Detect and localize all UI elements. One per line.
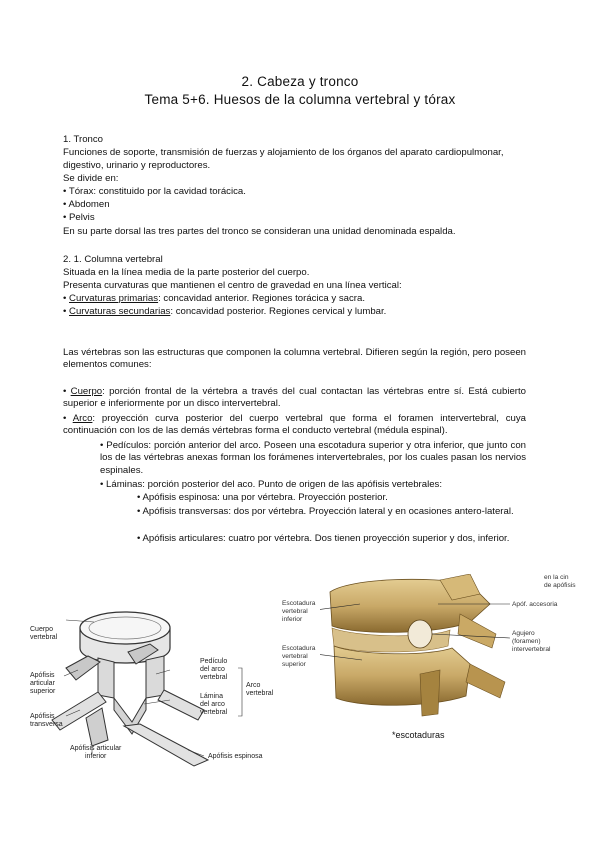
label-escotadura-inferior: [282, 600, 315, 624]
label-text: en la cin de apófisis: [544, 574, 576, 589]
pedicle-right: [146, 656, 164, 698]
text-line: En su parte dorsal las tres partes del tronco se consideran una unidad denominada espalda.: [63, 226, 456, 237]
label-text: Lámina del arco vertebral: [200, 693, 228, 716]
figure-caption: *escotaduras: [392, 730, 445, 740]
list-item: • Abdomen: [63, 199, 110, 210]
label-text: Apófisis articular inferior: [70, 745, 122, 760]
term: Curvaturas secundarias: [69, 306, 171, 317]
label-text: Arco vertebral: [246, 682, 274, 697]
paragraph-pediculos: • Pedículos: porción anterior del arco. Poseen una escotadura superior y otra inferior, que junto con los de las vértebras anexas forman los forámenes intervertebrales, por los cuales pasan los nervios espinales.: [100, 440, 526, 476]
list-item: [63, 306, 386, 318]
label-text: Escotadura vertebral inferior: [282, 600, 316, 623]
definition: : concavidad posterior. Regiones cervical y lumbar.: [170, 306, 387, 317]
term: Curvaturas primarias: [69, 293, 159, 304]
bullet: •: [63, 293, 70, 304]
inferior-articular-process: [86, 708, 108, 746]
document-subtitle: Tema 5+6. Huesos de la columna vertebral y tórax: [144, 92, 456, 107]
text-line: digestivo, urinario y reproductores.: [63, 160, 211, 171]
list-item: • Pelvis: [63, 212, 95, 223]
label-escotadura-superior: [282, 645, 315, 669]
label-apofisis-accesoria: Apóf. accesoria: [512, 601, 558, 608]
bullet: •: [63, 413, 73, 424]
text-line: Presenta curvaturas que mantienen el centro de gravedad en una línea vertical:: [63, 280, 402, 291]
text-line: Situada en la línea media de la parte posterior del cuerpo.: [63, 267, 310, 278]
paragraph-articulares: • Apófisis articulares: cuatro por vértebra. Dos tienen proyección superior y dos, inferior.: [137, 533, 510, 544]
term: Cuerpo: [70, 386, 103, 397]
label-pediculo: [200, 658, 227, 682]
label-text: Escotadura vertebral superior: [282, 645, 316, 668]
label-agujero-intervertebral: [512, 630, 550, 654]
label-apofisis-articular-superior: [30, 672, 55, 696]
paragraph-intro: Las vértebras son las estructuras que componen la columna vertebral. Difieren según la región, pero poseen elementos comunes:: [63, 347, 526, 371]
bullet: •: [63, 306, 70, 317]
vertebrae-photo: [320, 574, 520, 724]
spinous-process: [124, 724, 208, 766]
label-text: Agujero (foramen) intervertebral: [512, 630, 551, 653]
paragraph-espinosa: • Apófisis espinosa: una por vértebra. Proyección posterior.: [137, 492, 388, 503]
paragraph-transversas: • Apófisis transversas: dos por vértebra. Proyección lateral y en ocasiones antero-lateral.: [137, 506, 514, 517]
paragraph-arco: [63, 413, 526, 438]
section-heading-columna: 2. 1. Columna vertebral: [63, 254, 163, 265]
term: Arco: [72, 413, 93, 424]
definition: : proyección curva posterior del cuerpo vertebral que forma el foramen intervertebral, cuya continuación con los de las demás vértebras forma el conducto vertebral (médula espinal).: [63, 413, 527, 437]
label-text: Apófisis articular superior: [30, 672, 56, 695]
label-top-right: [544, 574, 576, 590]
label-apofisis-articular-inferior: [70, 745, 121, 761]
transverse-process-right: [158, 690, 204, 720]
text-line: Funciones de soporte, transmisión de fuerzas y alojamiento de los órganos del aparato cardiopulmonar,: [63, 147, 504, 158]
label-apofisis-transversa: [30, 713, 63, 729]
label-apofisis-espinosa: Apófisis espinosa: [208, 753, 263, 760]
pedicle-left: [98, 658, 114, 698]
paragraph-cuerpo: [63, 386, 526, 411]
list-item: • Tórax: constituido por la cavidad torácica.: [63, 186, 246, 197]
label-arco-vertebral: [246, 682, 273, 698]
section-heading-tronco: 1. Tronco: [63, 134, 103, 145]
lower-vertebra: [334, 646, 470, 705]
paragraph-laminas: • Láminas: porción posterior del aco. Punto de origen de las apófisis vertebrales:: [100, 479, 442, 490]
superior-articular-process: [66, 656, 100, 680]
label-lamina: [200, 693, 227, 717]
label-cuerpo-vertebral: [30, 626, 57, 642]
label-text: Apófisis transversa: [30, 713, 63, 728]
label-text: Cuerpo vertebral: [30, 626, 58, 641]
definition: : porción frontal de la vértebra a través del cual contactan las vértebras entre sí. Está cubierto superior e inferiormente por un disco intervertebral.: [63, 386, 526, 410]
list-item: [63, 293, 365, 305]
text-line: Se divide en:: [63, 173, 119, 184]
definition: : concavidad anterior. Regiones torácica y sacra.: [158, 293, 365, 304]
intervertebral-foramen: [408, 620, 432, 648]
label-text: Pedículo del arco vertebral: [200, 658, 228, 681]
document-title: 2. Cabeza y tronco: [241, 74, 359, 89]
bullet: •: [63, 386, 71, 397]
